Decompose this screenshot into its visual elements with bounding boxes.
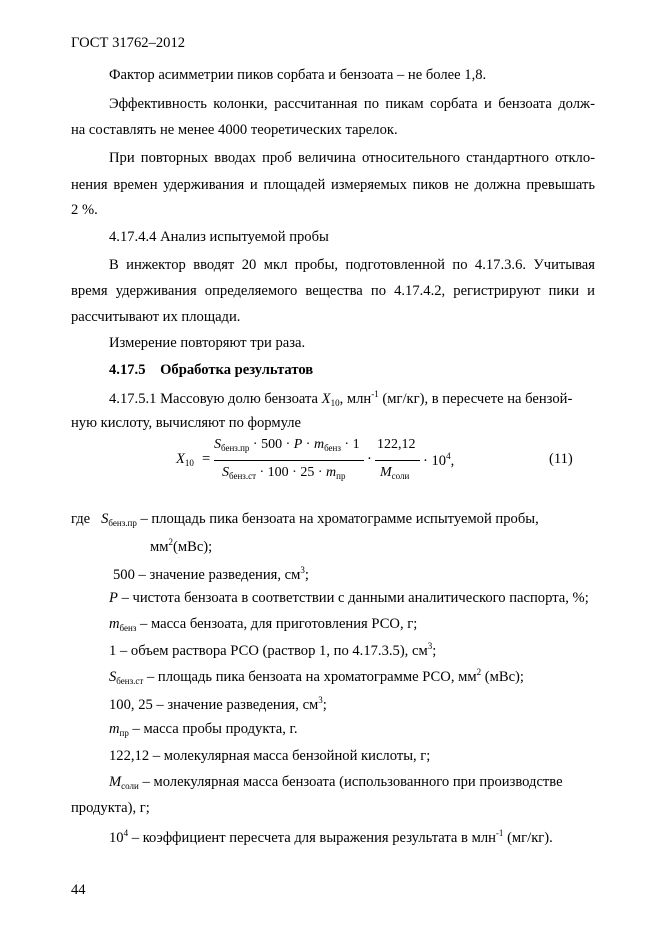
paragraph-repeat-line3: 2 %. [71, 202, 98, 218]
definition-coefficient: $10^4$ – коэффициент пересчета для выражения результата в млн$^{-1}$ (мг/кг). [109, 828, 553, 846]
formula-lhs: $X_{10}$ [176, 451, 194, 468]
paragraph-efficiency-line2: на составлять не менее 4000 теоретических тарелок. [71, 122, 398, 138]
paragraph-injector-line3: рассчитывают их площади. [71, 309, 241, 325]
paragraph-injector-line2: время удерживания определяемого вещества по 4.17.4.2, регистрируют пики и [71, 283, 595, 299]
section-number: 4.17.5 [109, 362, 146, 378]
definition-bench-pr: где $S_{бенз.пр}$ – площадь пика бензоата на хроматограмме испытуемой пробы, [71, 511, 539, 528]
formula-denominator: $S_{бенз.ст} \cdot 100 \cdot 25 \cdot m_{пр}$ [222, 465, 346, 481]
formula-fraction2-numerator: 122,12 [377, 437, 416, 452]
definition-volume: 1 – объем раствора РСО (раствор 1, по 4.17.3.5), $см^3$; [109, 641, 437, 659]
definition-mass-benzoate: $m_{бенз}$ – масса бензоата, для приготовления РСО, г; [109, 616, 418, 633]
document-header: ГОСТ 31762–2012 [71, 35, 186, 51]
formula-fraction-bar-1 [214, 460, 364, 461]
paragraph-asymmetry: Фактор асимметрии пиков сорбата и бензоата – не более 1,8. [109, 67, 487, 83]
section-heading-4-17-4-4: 4.17.4.4 Анализ испытуемой пробы [109, 229, 329, 245]
definition-sample-mass: $m_{пр}$ – масса пробы продукта, г. [109, 721, 298, 738]
formula-tail: · $10^4$, [423, 451, 455, 469]
formula-numerator: $S_{бенз.пр} \cdot 500 \cdot P \cdot m_{бенз} \cdot 1$ [214, 437, 360, 453]
definition-500: 500 – значение разведения, $см^3$; [113, 565, 309, 583]
definition-purity: P – чистота бензоата в соответствии с данными аналитического паспорта, %; [109, 590, 589, 606]
definition-molar-salt-cont: продукта), г; [71, 800, 150, 816]
definition-dilution: 100, 25 – значение разведения, $см^3$; [109, 695, 327, 713]
paragraph-repeat-line1: При повторных вводах проб величина относительного стандартного откло- [109, 150, 595, 166]
formula-fraction-bar-2 [375, 460, 420, 461]
paragraph-mass-fraction-line1: 4.17.5.1 Массовую долю бензоата $X_{10}$, млн$^{-1}$ (мг/кг), в пересчете на бензой- [109, 389, 573, 408]
section-heading-4-17-5 [109, 362, 313, 379]
formula-multiply: · [367, 451, 372, 467]
definition-bench-st: $S_{бенз.ст}$ – площадь пика бензоата на хроматограмме РСО, $мм^2$ (мВс); [109, 667, 524, 686]
formula-equals: = [202, 451, 211, 467]
formula-number: (11) [549, 451, 573, 467]
paragraph-measure: Измерение повторяют три раза. [109, 335, 306, 351]
paragraph-mass-fraction-line2: ную кислоту, вычисляют по формуле [71, 415, 302, 431]
paragraph-efficiency-line1: Эффективность колонки, рассчитанная по пикам сорбата и бензоата долж- [109, 96, 595, 112]
paragraph-injector-line1: В инжектор вводят 20 мкл пробы, подготовленной по 4.17.3.6. Учитывая [109, 257, 595, 273]
paragraph-repeat-line2: нения времен удерживания и площадей измеряемых пиков не должна превышать [71, 177, 595, 193]
section-title: Обработка результатов [160, 362, 314, 378]
page-number: 44 [71, 882, 86, 898]
definition-molar-acid: 122,12 – молекулярная масса бензойной кислоты, г; [109, 748, 431, 764]
formula-11 [170, 425, 470, 497]
definition-molar-salt: $M_{соли}$ – молекулярная масса бензоата (использованного при производстве [109, 774, 563, 791]
formula-fraction2-denominator: $M_{соли}$ [380, 465, 410, 481]
definition-bench-pr-units: $мм^2(мВс)$; [150, 537, 213, 555]
